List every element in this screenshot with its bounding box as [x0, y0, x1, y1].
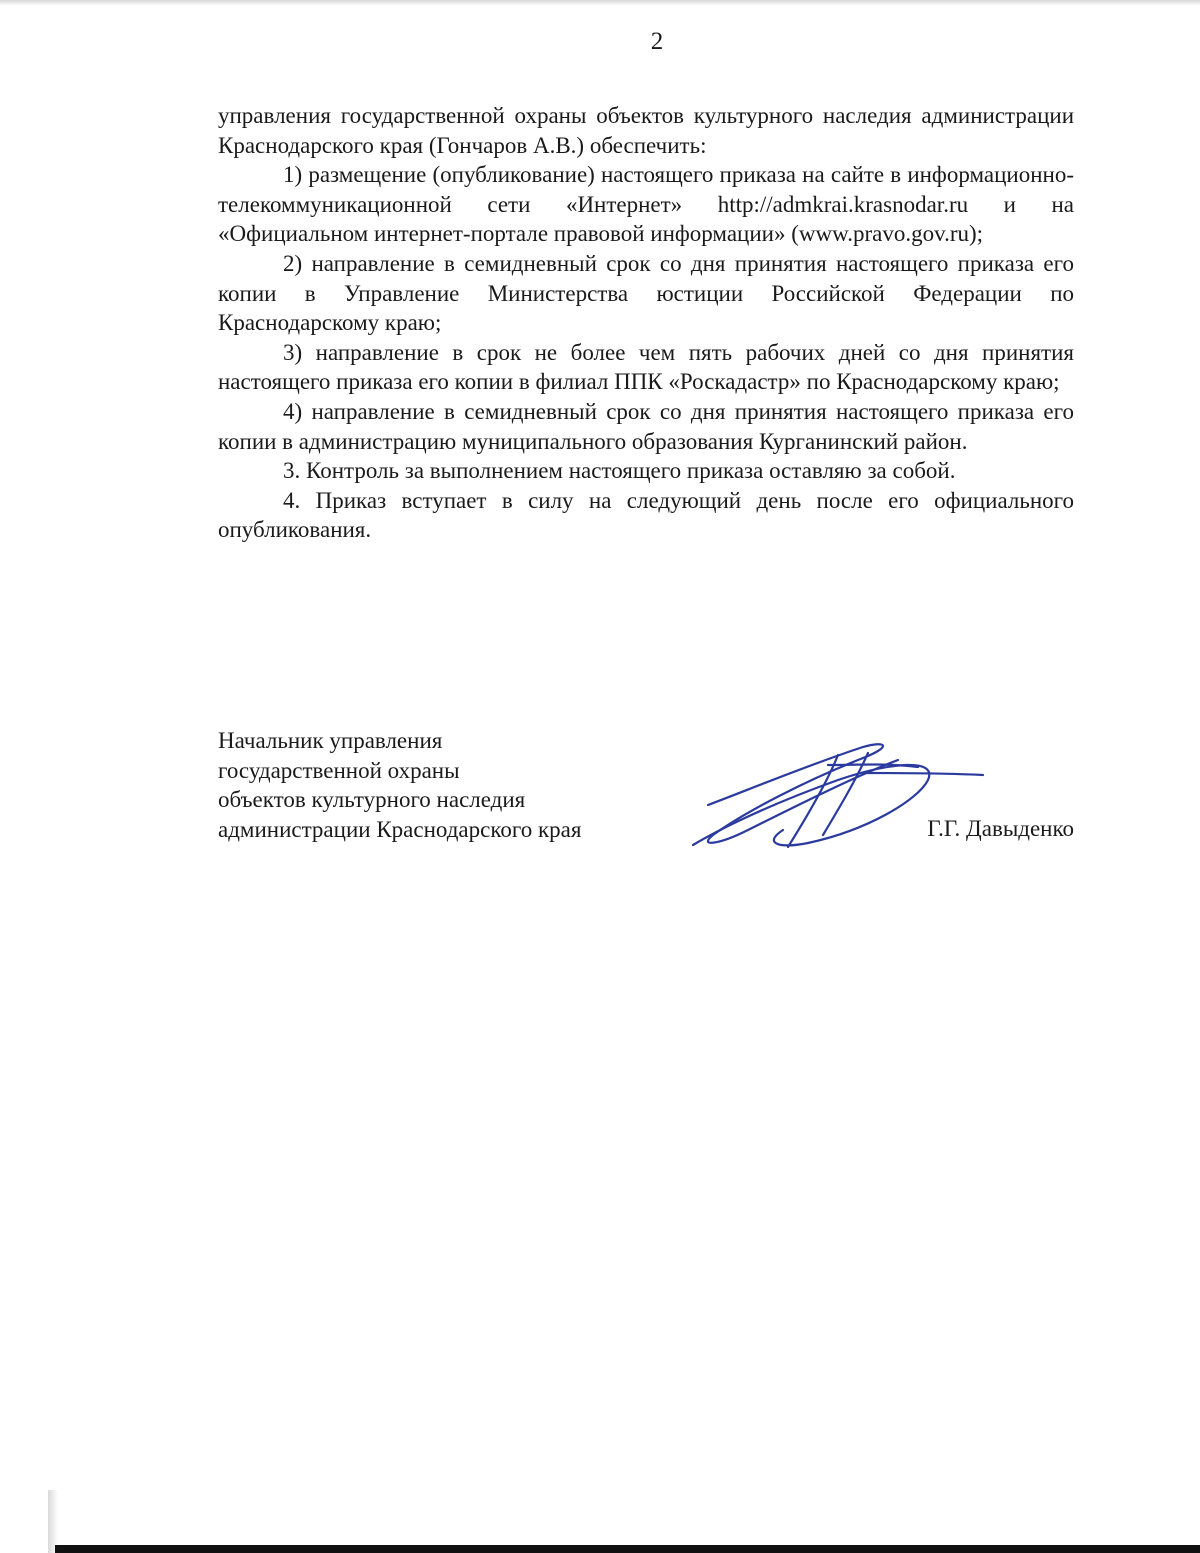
paragraph-clause-4: 4. Приказ вступает в силу на следующий день после его официального опубликования. [218, 487, 1074, 543]
paragraph-item-3: 3) направление в срок не более чем пять рабочих дней со дня принятия настоящего приказа его копии в филиал ППК «Роскадастр» по Краснодарскому краю; [218, 339, 1074, 395]
scan-edge-top [0, 0, 1200, 6]
paragraph-item-2: 2) направление в семидневный срок со дня принятия настоящего приказа его копии в Управление Министерства юстиции Российской Федерации по Краснодарскому краю; [218, 250, 1074, 336]
handwritten-signature [688, 735, 988, 855]
signer-name: Г.Г. Давыденко [927, 816, 1074, 841]
paragraph-intro: управления государственной охраны объектов культурного наследия администрации Краснодарского края (Гончаров А.В.) обеспечить: [218, 103, 1074, 158]
page-number: 2 [650, 28, 664, 55]
signer-position-line: администрации Краснодарского края [218, 816, 582, 842]
scan-edge-bottom [55, 1545, 1200, 1553]
document-body [218, 101, 1074, 545]
signer-position-line: государственной охраны [218, 757, 460, 783]
signer-position-line: объектов культурного наследия [218, 787, 526, 812]
paragraph-item-4: 4) направление в семидневный срок со дня принятия настоящего приказа его копии в администрацию муниципального образования Курганинский район. [218, 398, 1074, 454]
signer-position-line: Начальник управления [218, 728, 443, 753]
paragraph-item-1: 1) размещение (опубликование) настоящего приказа на сайте в информационно-телекоммуникационной сети «Интернет» http://admkrai.krasnodar.ru и на «Официальном интернет-портале правовой информации» (www.pravo.gov.ru); [218, 162, 1074, 247]
scan-edge-left [48, 1490, 58, 1553]
paragraph-clause-3: 3. Контроль за выполнением настоящего приказа оставляю за собой. [283, 458, 956, 484]
